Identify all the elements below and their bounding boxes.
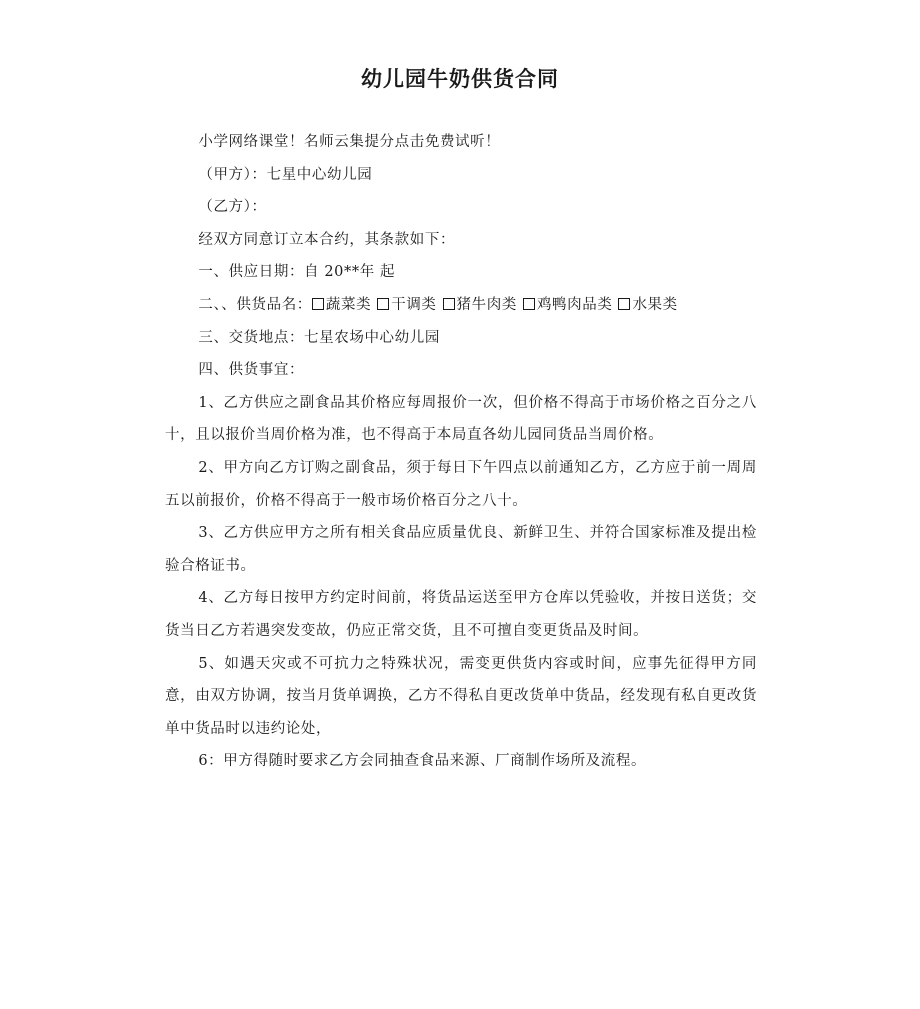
goods-item <box>312 297 371 313</box>
clause-paragraph: 1、乙方供应之副食品其价格应每周报价一次，但价格不得高于市场价格之百分之八十，且以报价当周价格为准，也不得高于本局直各幼儿园同货品当周价格。 <box>165 394 757 444</box>
checkbox-icon <box>618 298 630 310</box>
checkbox-icon <box>312 298 324 310</box>
party-b-line: （乙方）： <box>198 199 267 216</box>
checkbox-icon <box>443 298 455 310</box>
goods-item <box>443 297 517 313</box>
goods-item-label: 水果类 <box>632 296 678 313</box>
goods-line <box>165 289 757 322</box>
goods-item-label: 猪牛肉类 <box>456 296 517 313</box>
goods-item <box>618 297 677 313</box>
goods-item-label: 蔬菜类 <box>325 296 372 313</box>
intro-line: 经双方同意订立本合约，其条款如下： <box>198 231 456 248</box>
clause-paragraph: 5、如遇天灾或不可抗力之特殊状况，需变更供货内容或时间，应事先征得甲方同意，由双方协调，按当月货单调换，乙方不得私自更改货单中货品，经发现有私自更改货单中货品时以违约论处， <box>165 655 757 737</box>
clause-paragraph: 2、甲方向乙方订购之副食品，须于每日下午四点以前通知乙方，乙方应于前一周周五以前报价，价格不得高于一般市场价格百分之八十。 <box>165 459 757 509</box>
delivery-place-line: 三、交货地点：七星农场中心幼儿园 <box>198 329 440 346</box>
promo-line: 小学网络课堂！名师云集提分点击免费试听！ <box>198 134 501 150</box>
matters-heading: 四、供货事宜： <box>198 362 305 379</box>
goods-item <box>377 297 436 313</box>
goods-item-label: 鸡鸭肉品类 <box>536 296 613 313</box>
clause-paragraph: 3、乙方供应甲方之所有相关食品应质量优良、新鲜卫生、并符合国家标准及提出检验合格证书。 <box>165 525 757 574</box>
goods-label: 二、、供货品名： <box>198 296 312 313</box>
party-a-line: （甲方）：七星中心幼儿园 <box>198 166 373 183</box>
clause-paragraph: 4、乙方每日按甲方约定时间前，将货品运送至甲方仓库以凭验收，并按日送货；交货当日乙方若遇突发变故，仍应正常交货，且不可擅自变更货品及时间。 <box>165 590 757 639</box>
document-body <box>165 126 757 778</box>
checkbox-icon <box>523 298 535 310</box>
checkbox-icon <box>377 298 389 310</box>
clause-paragraph: 6：甲方得随时要求乙方会同抽查食品来源、厂商制作场所及流程。 <box>198 753 647 770</box>
goods-item <box>523 297 613 313</box>
document-title: 幼儿园牛奶供货合同 <box>361 67 559 91</box>
goods-item-label: 干调类 <box>391 296 437 313</box>
supply-date-line: 一、供应日期：自 20**年 起 <box>198 264 396 281</box>
